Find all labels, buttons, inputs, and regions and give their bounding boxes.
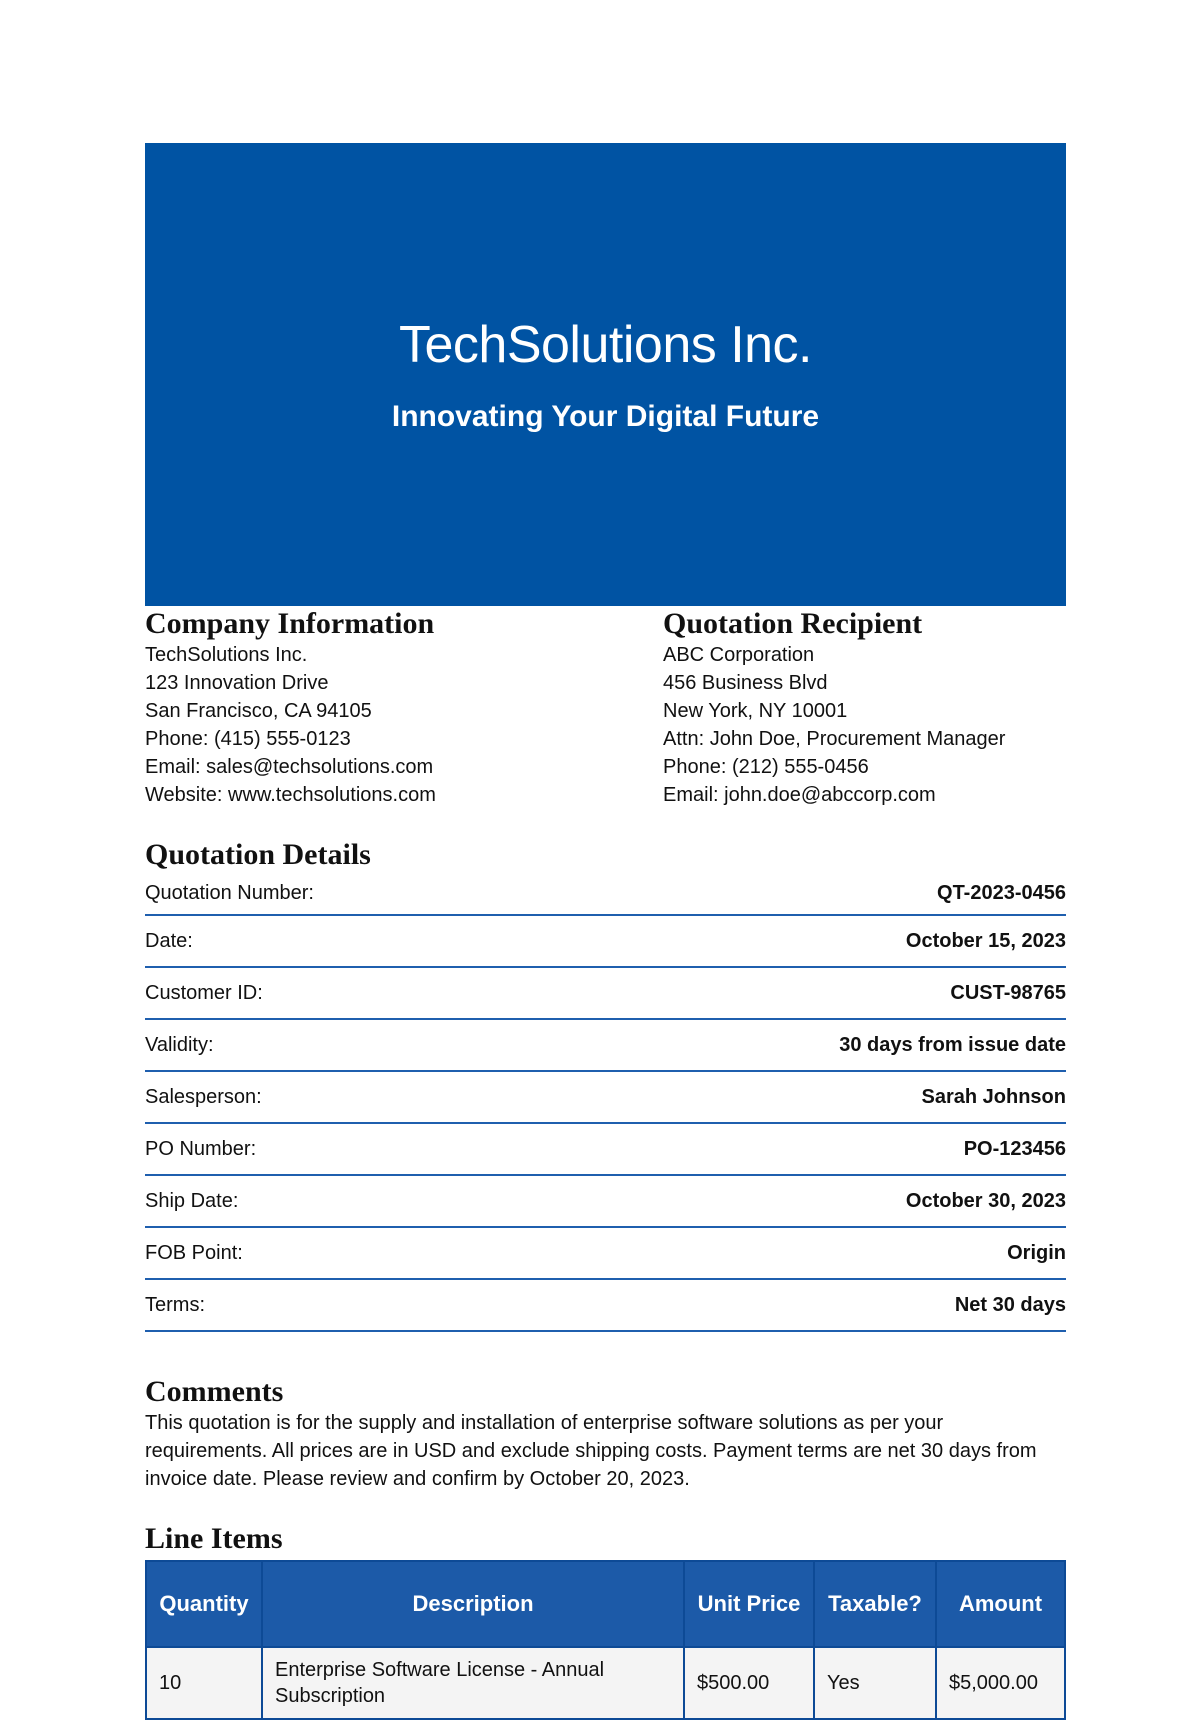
- company-line: San Francisco, CA 94105: [145, 700, 372, 722]
- comments-heading: Comments: [145, 1375, 284, 1408]
- detail-row: [145, 1020, 1066, 1072]
- recipient-line: Attn: John Doe, Procurement Manager: [663, 728, 1006, 750]
- detail-value: CUST-98765: [950, 981, 1066, 1004]
- company-title: TechSolutions Inc.: [398, 316, 813, 374]
- cell-description: Enterprise Software License - Annual Subscription: [262, 1647, 684, 1719]
- cell-amount: $5,000.00: [936, 1647, 1065, 1719]
- detail-row: [145, 968, 1066, 1020]
- company-line: 123 Innovation Drive: [145, 672, 329, 694]
- col-description: Description: [262, 1561, 684, 1647]
- detail-value: Net 30 days: [954, 1293, 1066, 1316]
- company-website: Website: www.techsolutions.com: [145, 784, 436, 806]
- detail-value: October 30, 2023: [905, 1189, 1066, 1212]
- company-information: [145, 607, 436, 809]
- cell-taxable: Yes: [814, 1647, 936, 1719]
- detail-row: [145, 916, 1066, 968]
- recipient-line: New York, NY 10001: [663, 700, 848, 722]
- detail-row: [145, 1072, 1066, 1124]
- detail-row: [145, 1280, 1066, 1332]
- detail-label: Customer ID:: [145, 981, 263, 1004]
- company-line: Phone: (415) 555-0123: [145, 728, 351, 750]
- cell-quantity: 10: [146, 1647, 262, 1719]
- detail-row: [145, 1176, 1066, 1228]
- detail-value: QT-2023-0456: [937, 881, 1066, 904]
- line-items-section: [145, 1522, 1066, 1720]
- quotation-recipient: [663, 607, 1005, 809]
- table-header-row: [146, 1561, 1065, 1647]
- company-info-heading: Company Information: [145, 607, 435, 640]
- detail-row: [145, 872, 1066, 916]
- detail-label: PO Number:: [145, 1137, 257, 1160]
- col-amount: Amount: [936, 1561, 1065, 1647]
- header-banner: [145, 143, 1066, 606]
- detail-label: Quotation Number:: [145, 881, 314, 904]
- recipient-heading: Quotation Recipient: [663, 607, 923, 640]
- detail-row: [145, 1228, 1066, 1280]
- cell-unit-price: $500.00: [684, 1647, 814, 1719]
- col-unit-price: Unit Price: [684, 1561, 814, 1647]
- company-email: Email: sales@techsolutions.com: [145, 756, 434, 778]
- detail-value: October 15, 2023: [905, 929, 1066, 952]
- detail-label: Validity:: [145, 1033, 214, 1056]
- quotation-details: [145, 838, 1066, 1332]
- detail-value: Sarah Johnson: [921, 1085, 1066, 1108]
- detail-value: Origin: [1007, 1241, 1066, 1264]
- detail-label: Salesperson:: [145, 1085, 262, 1108]
- comments-section: [145, 1375, 1066, 1493]
- line-items-heading: Line Items: [145, 1522, 283, 1555]
- col-taxable: Taxable?: [814, 1561, 936, 1647]
- line-items-table: [145, 1560, 1066, 1720]
- company-tagline: Innovating Your Digital Future: [391, 400, 820, 433]
- detail-label: Date:: [145, 929, 193, 952]
- company-line: TechSolutions Inc.: [145, 644, 308, 666]
- recipient-line: 456 Business Blvd: [663, 672, 828, 694]
- detail-label: Terms:: [145, 1293, 205, 1316]
- detail-row: [145, 1124, 1066, 1176]
- table-row: [146, 1647, 1065, 1719]
- recipient-line: ABC Corporation: [663, 644, 815, 666]
- detail-value: 30 days from issue date: [839, 1033, 1066, 1056]
- details-heading: Quotation Details: [145, 838, 371, 871]
- detail-label: FOB Point:: [145, 1241, 243, 1264]
- detail-label: Ship Date:: [145, 1189, 239, 1212]
- col-quantity: Quantity: [146, 1561, 262, 1647]
- detail-value: PO-123456: [963, 1137, 1066, 1160]
- comments-text: This quotation is for the supply and installation of enterprise software solutions as per your requirements. All prices are in USD and exclude shipping costs. Payment terms are net 30 days from invoice date. Please review and confirm by October 20, 2023.: [145, 1412, 1037, 1490]
- recipient-email: Email: john.doe@abccorp.com: [663, 784, 936, 806]
- recipient-line: Phone: (212) 555-0456: [663, 756, 869, 778]
